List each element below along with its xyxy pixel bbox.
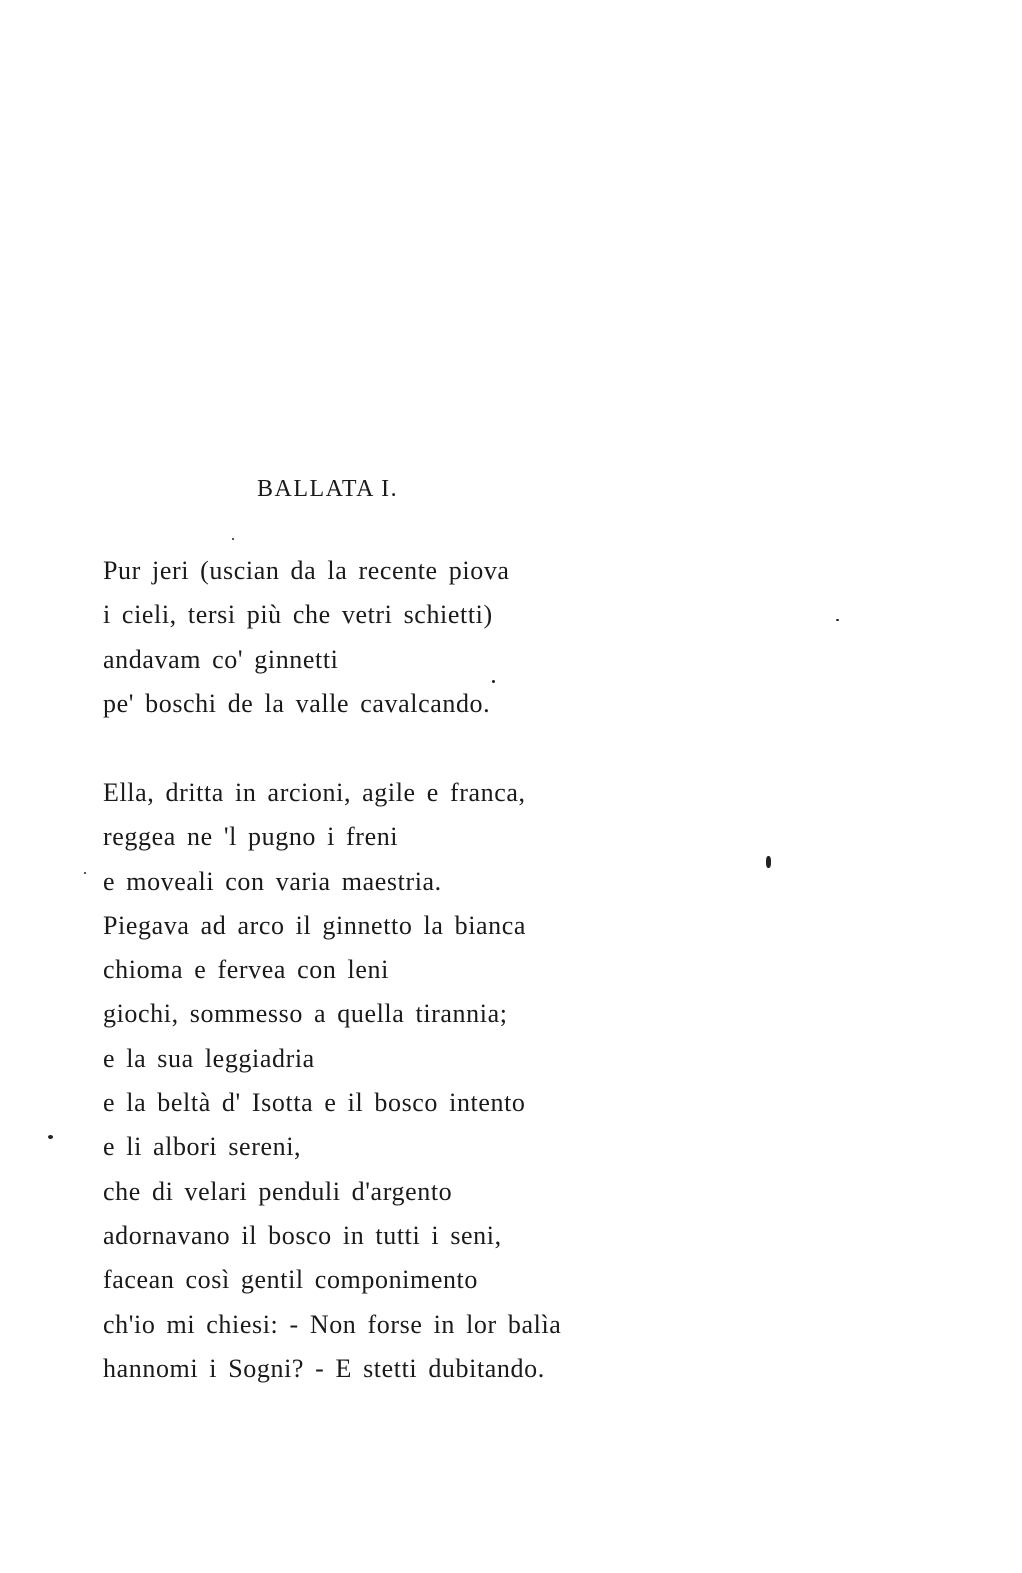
ink-speck [84, 872, 86, 874]
verse-line: pe' boschi de la valle cavalcando. [103, 688, 491, 718]
verse-line: e la beltà d' Isotta e il bosco intento [103, 1088, 526, 1118]
verse-line: hannomi i Sogni? - E stetti dubitando. [103, 1353, 545, 1383]
ink-speck [836, 619, 839, 621]
verse-line: facean così gentil componimento [103, 1265, 478, 1295]
verse-line: che di velari penduli d'argento [103, 1176, 453, 1206]
ink-speck [48, 1135, 53, 1139]
verse-line: andavam co' ginnetti [103, 644, 339, 674]
stanza-2 [103, 771, 561, 1391]
verse-line: e moveali con varia maestria. [103, 866, 442, 896]
verse-line: Ella, dritta in arcioni, agile e franca, [103, 778, 526, 807]
verse-line: e li albori sereni, [103, 1132, 302, 1162]
verse-line: giochi, sommesso a quella tirannia; [103, 999, 508, 1029]
verse-line: chioma e fervea con leni [103, 955, 389, 985]
verse-line: ch'io mi chiesi: - Non forse in lor balìa [103, 1309, 562, 1339]
verse-line: e la sua leggiadria [103, 1043, 315, 1073]
ink-speck [232, 538, 234, 540]
verse-line: adornavano il bosco in tutti i seni, [103, 1220, 502, 1250]
ink-speck [766, 856, 771, 868]
verse-line: i cieli, tersi più che vetri schietti) [103, 600, 493, 630]
stanza-1 [103, 549, 510, 726]
verse-line: Pur jeri (uscian da la recente piova [103, 556, 510, 585]
poem-title: BALLATA I. [257, 476, 399, 502]
verse-line: reggea ne 'l pugno i freni [103, 822, 399, 852]
ink-speck [492, 680, 495, 683]
verse-line: Piegava ad arco il ginnetto la bianca [103, 910, 527, 940]
